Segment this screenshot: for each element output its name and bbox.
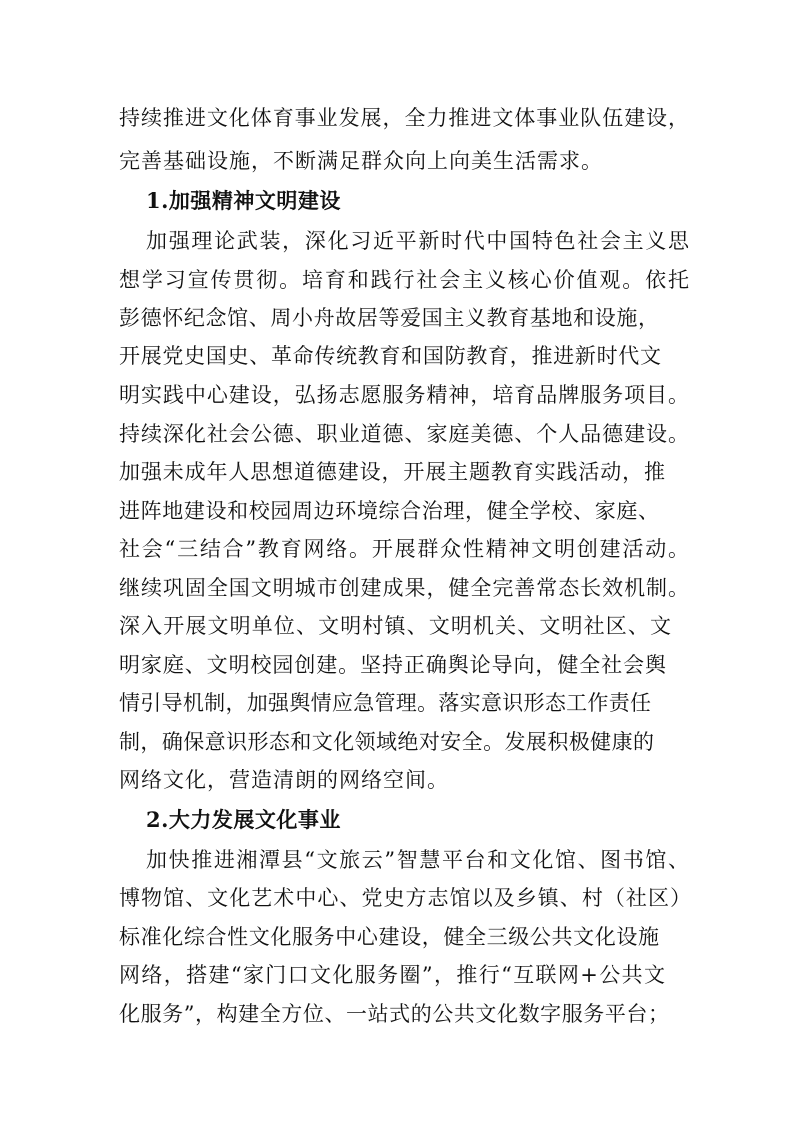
paragraph-line: 持续深化社会公德、职业道德、家庭美德、个人品德建设。 [119, 422, 689, 446]
paragraph-line: 完善基础设施，不断满足群众向上向美生活需求。 [119, 149, 603, 173]
paragraph-line: 进阵地建设和校园周边环境综合治理，健全学校、家庭、 [119, 499, 659, 523]
paragraph-line: 网络文化，营造清朗的网络空间。 [119, 768, 449, 792]
paragraph-line: 加快推进湘潭县“文旅云”智慧平台和文化馆、图书馆、 [146, 848, 689, 872]
paragraph-line: 制，确保意识形态和文化领域绝对安全。发展积极健康的 [119, 730, 654, 754]
paragraph-line: 博物馆、文化艺术中心、党史方志馆以及乡镇、村（社区） [119, 886, 691, 910]
paragraph-line: 深入开展文明单位、文明村镇、文明机关、文明社区、文 [119, 614, 671, 638]
paragraph-line: 社会“三结合”教育网络。开展群众性精神文明创建活动。 [119, 537, 689, 561]
paragraph-line: 明实践中心建设，弘扬志愿服务精神，培育品牌服务项目。 [119, 383, 689, 407]
section-heading: 1.加强精神文明建设 [146, 188, 341, 213]
paragraph-line: 情引导机制，加强舆情应急管理。落实意识形态工作责任 [119, 691, 651, 715]
paragraph-line: 彭德怀纪念馆、周小舟故居等爱国主义教育基地和设施， [119, 306, 659, 330]
section-heading: 2.大力发展文化事业 [146, 807, 341, 832]
paragraph-line: 明家庭、文明校园创建。坚持正确舆论导向，健全社会舆 [119, 653, 666, 677]
paragraph-line: 继续巩固全国文明城市创建成果，健全完善常态长效机制。 [119, 576, 689, 600]
paragraph-line: 网络，搭建“家门口文化服务圈”，推行“互联网+公共文 [119, 963, 665, 987]
paragraph-line: 标准化综合性文化服务中心建设，健全三级公共文化设施 [119, 925, 659, 949]
paragraph-line: 加强理论武装，深化习近平新时代中国特色社会主义思 [146, 229, 689, 253]
paragraph-line: 持续推进文化体育事业发展，全力推进文体事业队伍建设， [119, 106, 689, 130]
paragraph-line: 化服务”，构建全方位、一站式的公共文化数字服务平台； [119, 1002, 669, 1026]
paragraph-line: 想学习宣传贯彻。培育和践行社会主义核心价值观。依托 [119, 268, 689, 292]
paragraph-line: 加强未成年人思想道德建设，开展主题教育实践活动，推 [119, 460, 665, 484]
paragraph-line: 开展党史国史、革命传统教育和国防教育，推进新时代文 [119, 344, 661, 368]
